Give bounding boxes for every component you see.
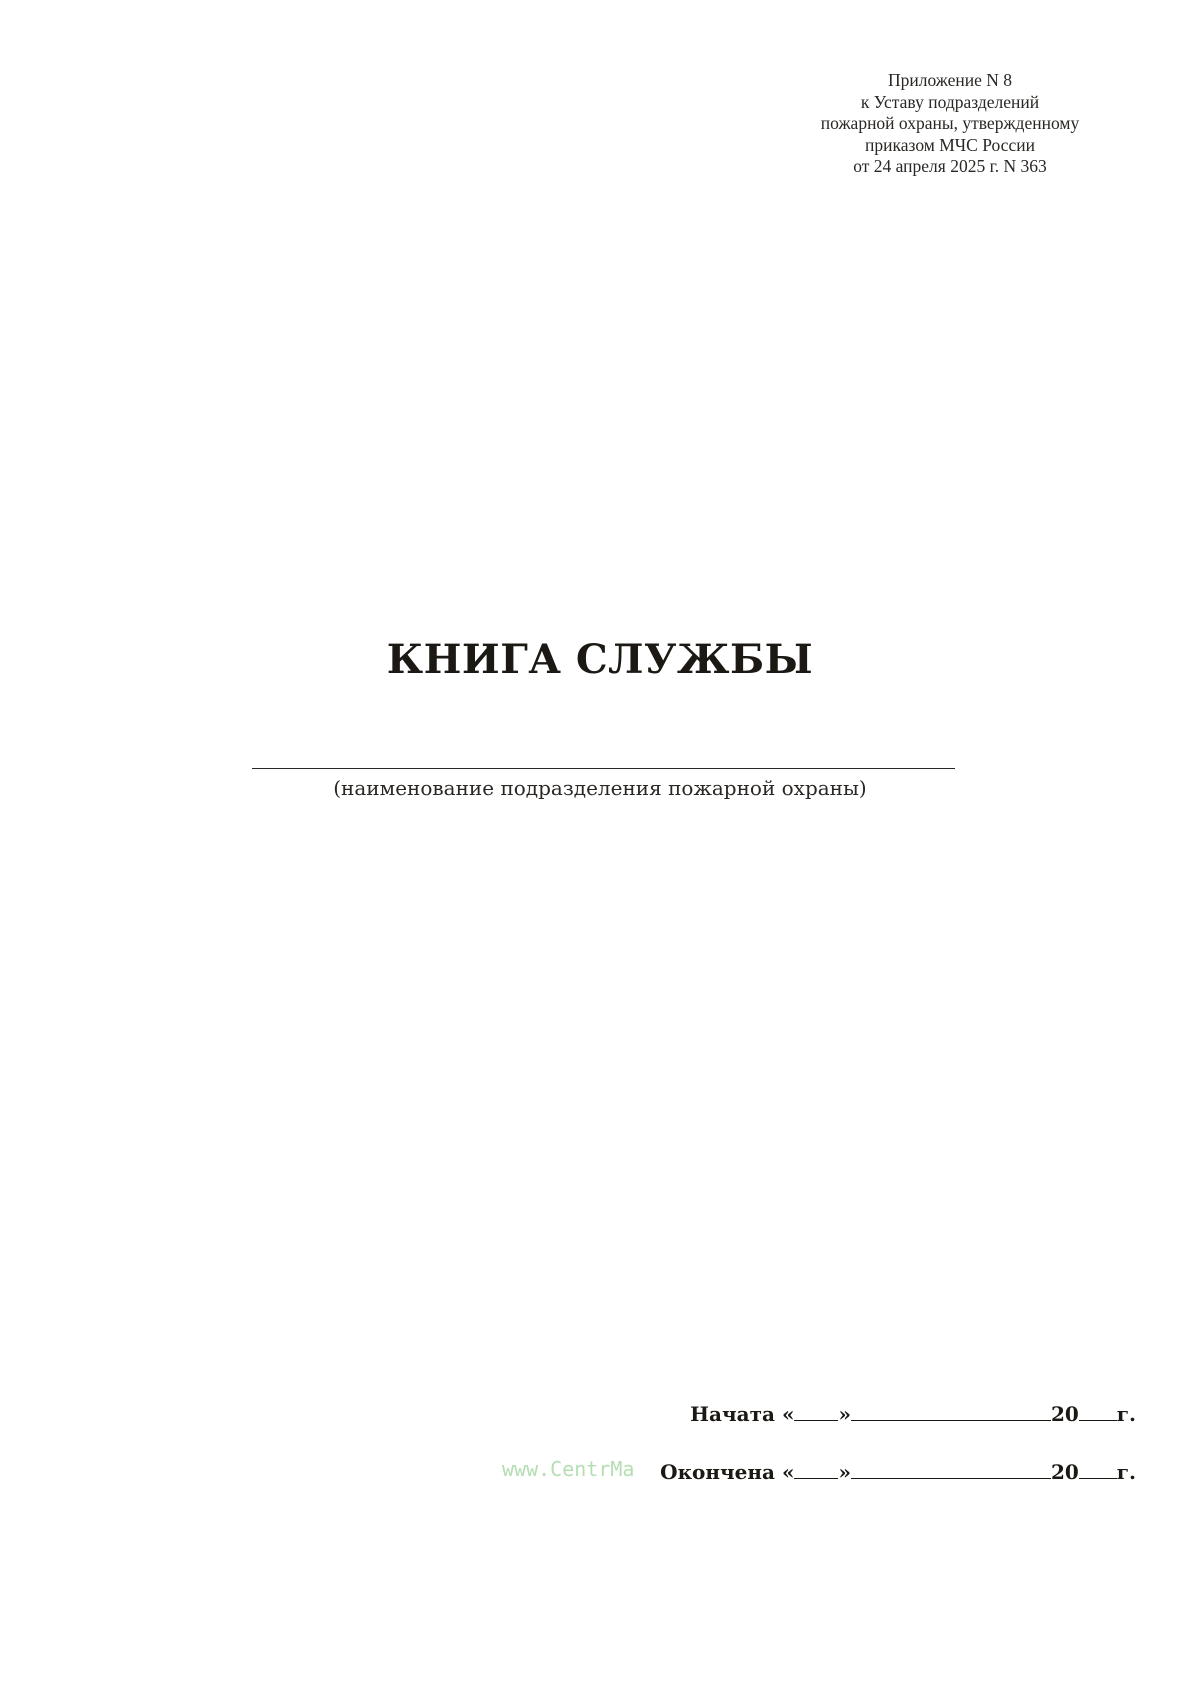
appendix-line: от 24 апреля 2025 г. N 363 xyxy=(853,156,1047,177)
date-finished-row xyxy=(660,1460,1136,1484)
month-blank xyxy=(851,1477,1051,1479)
unit-name-field-line xyxy=(252,768,955,769)
year-blank xyxy=(1079,1419,1117,1421)
appendix-line: к Уставу подразделений xyxy=(860,91,1040,112)
century: 20 xyxy=(1050,1460,1079,1484)
year-blank xyxy=(1079,1477,1117,1479)
date-started-label: Начата xyxy=(690,1402,775,1426)
open-quote: « xyxy=(781,1402,795,1426)
year-suffix: г. xyxy=(1116,1402,1136,1426)
year-suffix: г. xyxy=(1116,1460,1136,1484)
century: 20 xyxy=(1050,1402,1079,1426)
appendix-line: приказом МЧС России xyxy=(865,134,1035,155)
document-title: КНИГА СЛУЖБЫ xyxy=(386,636,814,683)
appendix-line: Приложение N 8 xyxy=(887,70,1013,90)
day-blank xyxy=(794,1419,838,1421)
appendix-line: пожарной охраны, утвержденному xyxy=(820,113,1080,134)
date-finished-label: Окончена xyxy=(660,1460,775,1484)
watermark: www.CentrMa xyxy=(502,1457,635,1481)
day-blank xyxy=(794,1477,838,1479)
month-blank xyxy=(851,1419,1051,1421)
appendix-header xyxy=(800,70,1100,178)
close-quote: » xyxy=(838,1402,851,1426)
close-quote: » xyxy=(838,1460,851,1484)
open-quote: « xyxy=(781,1460,795,1484)
date-started-row xyxy=(690,1402,1136,1426)
unit-name-caption: (наименование подразделения пожарной охраны) xyxy=(333,776,867,800)
